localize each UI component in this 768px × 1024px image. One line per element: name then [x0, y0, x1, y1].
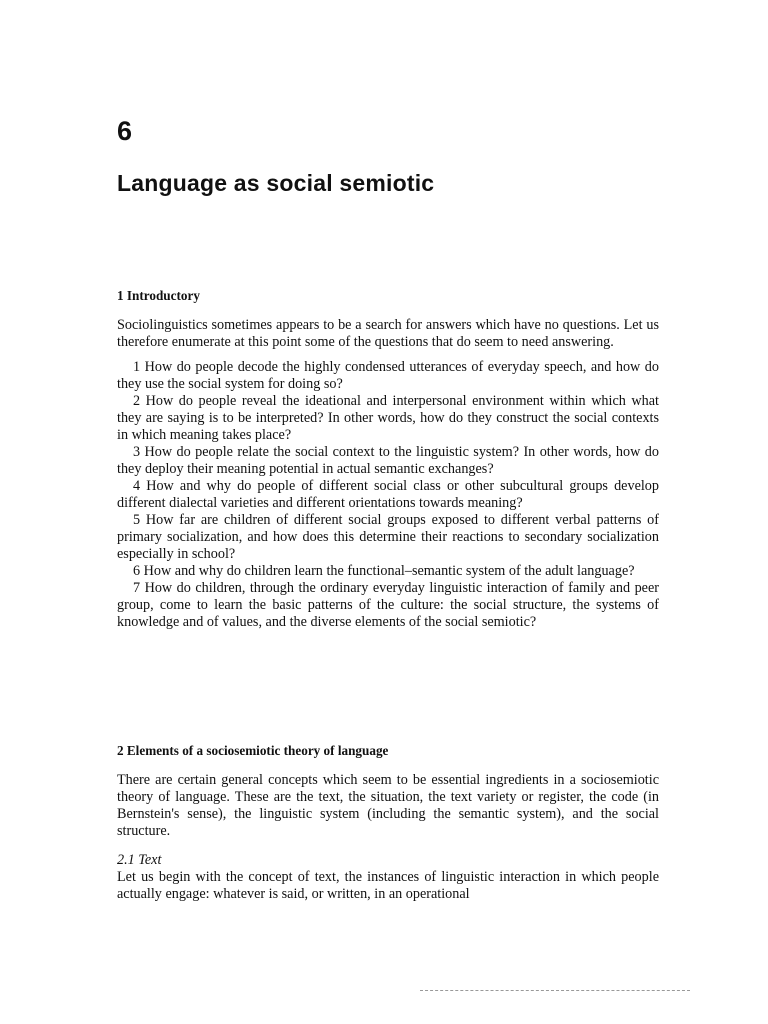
- section-2-body: There are certain general concepts which seem to be essential ingredients in a sociosemiotic theory of language. These are the text, the situation, the text variety or register, the code (in Bernstein's sense), the linguistic system (including the semantic system), and the social structure.: [117, 772, 659, 839]
- footer-rule: [420, 990, 690, 992]
- question-item: 1 How do people decode the highly condensed utterances of everyday speech, and how do they use the social system for doing so?: [117, 359, 659, 392]
- question-item: 4 How and why do people of different social class or other subcultural groups develop different dialectal varieties and different orientations towards meaning?: [117, 478, 659, 511]
- chapter-title: Language as social semiotic: [117, 170, 435, 196]
- section-2: [117, 742, 659, 903]
- section-1-intro: Sociolinguistics sometimes appears to be a search for answers which have no questions. Let us therefore enumerate at this point some of the questions that do seem to need answering.: [117, 317, 659, 350]
- question-list: [117, 359, 659, 631]
- subsection-heading: 2.1 Text: [117, 852, 162, 868]
- section-2-heading: 2 Elements of a sociosemiotic theory of language: [117, 743, 389, 758]
- question-item: 6 How and why do children learn the functional–semantic system of the adult language?: [133, 563, 635, 579]
- subsection-body: Let us begin with the concept of text, the instances of linguistic interaction in which people actually engage: whatever is said, or written, in an operational: [117, 869, 659, 902]
- question-item: 2 How do people reveal the ideational and interpersonal environment within which what they are saying is to be interpreted? In other words, how do they construct the social contexts in which meaning takes place?: [117, 393, 659, 443]
- section-1-heading: 1 Introductory: [117, 288, 200, 303]
- section-1: [117, 287, 659, 631]
- question-item: 3 How do people relate the social context to the linguistic system? In other words, how do they deploy their meaning potential in actual semantic exchanges?: [117, 444, 659, 477]
- chapter-number: 6: [117, 116, 133, 146]
- question-item: 5 How far are children of different social groups exposed to different verbal patterns of primary socialization, and how does this determine their reactions to secondary socialization especially in school?: [117, 512, 659, 562]
- question-item: 7 How do children, through the ordinary everyday linguistic interaction of family and peer group, come to learn the basic patterns of the culture: the social structure, the systems of knowledge and of values, and the diverse elements of the social semiotic?: [117, 580, 659, 630]
